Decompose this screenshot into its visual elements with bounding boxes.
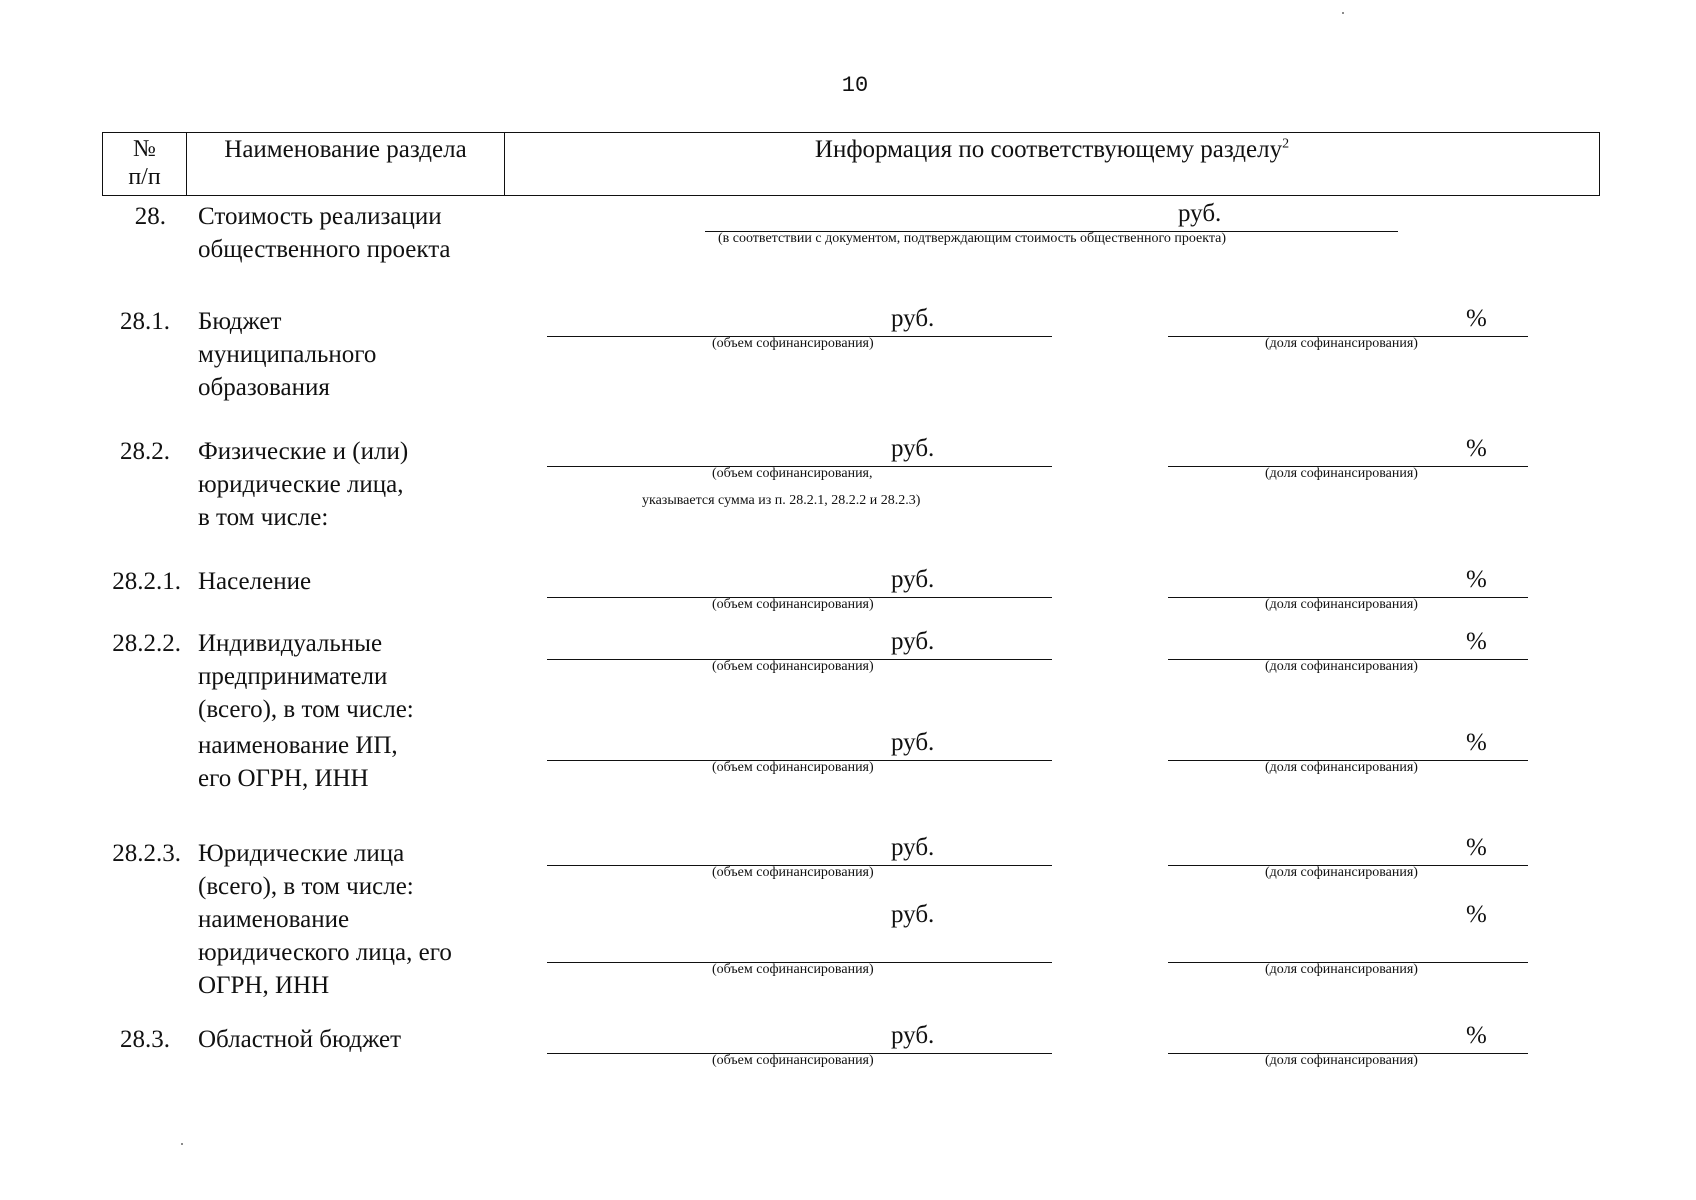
row-28-2-2-number: 28.2.2. [112,630,181,657]
row-28-2-3-name-line: (всего), в том числе: [198,873,414,900]
row-28-2-name-line: в том числе: [198,504,329,531]
row-28-3-rub: руб. [891,1022,935,1049]
row-28-2-3-volume-caption: (объем софинансирования) [712,865,874,880]
row-28-2-2-sub-name [198,729,492,795]
row-28-1-name-line: образования [198,374,330,401]
scan-speck [181,1143,183,1145]
row-28-name [198,200,492,266]
row-28-2-share-caption: (доля софинансирования) [1265,466,1418,481]
row-28-caption: (в соответствии с документом, подтверждающим стоимость общественного проекта) [718,231,1227,246]
row-28-2-volume-caption: (объем софинансирования, [712,466,873,481]
row-28-2-3-share-caption: (доля софинансирования) [1265,865,1418,880]
row-28-2-3-number: 28.2.3. [112,840,181,867]
row-28-2-2-name-line: (всего), в том числе: [198,696,414,723]
row-28-2-3-sub-name-line: ОГРН, ИНН [198,972,330,999]
row-28-1-name [198,305,492,404]
row-28-2-1-percent: % [1466,566,1487,593]
row-28-3-volume-caption: (объем софинансирования) [712,1053,874,1068]
row-28-1-number: 28.1. [120,308,170,335]
table-header [102,132,1600,196]
row-28-2-2-sub-volume-caption: (объем софинансирования) [712,760,874,775]
row-28-2-2-name-line: Индивидуальные [198,630,383,657]
row-28-2-2-sub-percent: % [1466,729,1487,756]
row-28-3-name: Областной бюджет [198,1026,402,1053]
row-28-1-volume-caption: (объем софинансирования) [712,336,874,351]
row-28-2-2-volume-caption: (объем софинансирования) [712,659,874,674]
row-28-rub: руб. [1178,200,1222,227]
scan-speck [1342,12,1344,14]
row-28-2-2-share-caption: (доля софинансирования) [1265,659,1418,674]
header-number-cell [103,133,187,195]
row-28-2-volume-caption-line2: указывается сумма из п. 28.2.1, 28.2.2 и 28.2.3) [642,493,921,508]
row-28-3-number: 28.3. [120,1026,170,1053]
row-28-2-percent: % [1466,435,1487,462]
row-28-2-name-line: Физические и (или) [198,438,409,465]
row-28-2-3-name-line: Юридические лица [198,840,405,867]
row-28-1-percent: % [1466,305,1487,332]
row-28-2-2-name-line: предприниматели [198,663,388,690]
row-28-2-1-rub: руб. [891,566,935,593]
row-28-2-2-sub-share-caption: (доля софинансирования) [1265,760,1418,775]
page-number: 10 [841,73,869,98]
row-28-3-share-caption: (доля софинансирования) [1265,1053,1418,1068]
header-info-text: Информация по соответствующему разделу [814,136,1283,163]
row-28-2-3-sub-rub: руб. [891,901,935,928]
row-28-1-rub: руб. [891,305,935,332]
footnote-marker: 2 [1282,136,1290,152]
header-info-cell [505,133,1599,195]
row-28-3-percent: % [1466,1022,1487,1049]
row-28-2-3-sub-name-line: юридического лица, его [198,939,452,966]
row-28-1-share-caption: (доля софинансирования) [1265,336,1418,351]
row-28-2-1-name: Население [198,568,312,595]
row-28-2-1-number: 28.2.1. [112,568,181,595]
row-28-2-3-rub: руб. [891,834,935,861]
row-28-2-number: 28.2. [120,438,170,465]
row-28-2-3-sub-percent: % [1466,901,1487,928]
header-number-symbol: № [133,136,156,162]
row-28-name-line: Стоимость реализации [198,203,442,230]
row-28-2-3-sub-name-line: наименование [198,906,350,933]
row-28-name-line: общественного проекта [198,236,451,263]
row-28-2-rub: руб. [891,435,935,462]
row-28-2-1-share-caption: (доля софинансирования) [1265,597,1418,612]
row-28-2-3-sub-volume-caption: (объем софинансирования) [712,962,874,977]
row-28-2-3-name [198,837,492,903]
row-28-number: 28. [134,203,166,230]
row-28-1-name-line: Бюджет [198,308,282,335]
row-28-2-3-sub-share-caption: (доля софинансирования) [1265,962,1418,977]
row-28-2-2-percent: % [1466,628,1487,655]
header-name-cell: Наименование раздела [187,133,505,195]
row-28-2-2-sub-name-line: его ОГРН, ИНН [198,765,369,792]
row-28-2-3-percent: % [1466,834,1487,861]
row-28-2-2-sub-rub: руб. [891,729,935,756]
row-28-2-name-line: юридические лица, [198,471,404,498]
row-28-1-name-line: муниципального [198,341,377,368]
row-28-2-2-sub-name-line: наименование ИП, [198,732,398,759]
header-number-abbr: п/п [128,164,161,190]
row-28-2-3-sub-name [198,903,492,1002]
row-28-2-name [198,435,492,534]
row-28-2-2-rub: руб. [891,628,935,655]
row-28-2-2-name [198,627,492,726]
row-28-2-1-volume-caption: (объем софинансирования) [712,597,874,612]
